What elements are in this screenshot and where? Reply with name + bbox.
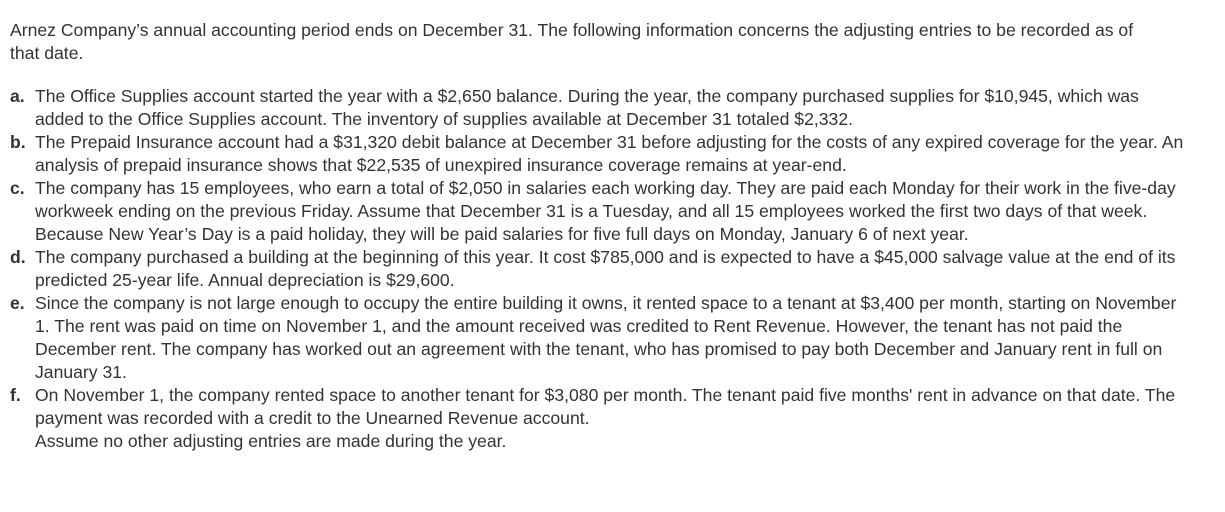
item-marker: d. [10,247,26,267]
intro-paragraph: Arnez Company’s annual accounting period ends on December 31. The following information concerns the adjusting entries to be recorded as of that date. [10,20,1134,63]
adjusting-entries-list [10,85,1215,430]
item-text: The company purchased a building at the beginning of this year. It cost $785,000 and is expected to have a $45,000 salvage value at the end of its predicted 25-year life. Annual depreciation is $29,600. [35,247,1176,290]
item-marker: b. [10,132,26,152]
list-item-b [10,131,1215,177]
item-text: The Prepaid Insurance account had a $31,320 debit balance at December 31 before adjusting for the costs of any expired coverage for the year. An analysis of prepaid insurance shows that $22,535 of unexpired insurance coverage remains at year-end. [35,132,1184,175]
item-text: On November 1, the company rented space to another tenant for $3,080 per month. The tenant paid five months' rent in advance on that date. The payment was recorded with a credit to the Unearned Revenue account. [35,385,1176,428]
item-marker: e. [10,293,25,313]
item-marker: f. [10,385,21,405]
item-marker: a. [10,86,25,106]
closing-note: Assume no other adjusting entries are made during the year. [35,431,507,451]
item-text: The Office Supplies account started the year with a $2,650 balance. During the year, the company purchased supplies for $10,945, which was added to the Office Supplies account. The inventory of supplies available at December 31 totaled $2,332. [35,86,1139,129]
item-text: The company has 15 employees, who earn a total of $2,050 in salaries each working day. They are paid each Monday for their work in the five-day workweek ending on the previous Friday. Assume that December 31 is a Tuesday, and all 15 employees worked the first two days of that week. Because New Year’s Day is a paid holiday, they will be paid salaries for five full days on Monday, January 6 of next year. [35,178,1176,244]
list-item-d [10,246,1215,292]
list-item-e [10,292,1215,384]
list-item-c [10,177,1215,246]
item-text: Since the company is not large enough to occupy the entire building it owns, it rented space to a tenant at $3,400 per month, starting on November 1. The rent was paid on time on November 1, and the amount received was credited to Rent Revenue. However, the tenant has not paid the December rent. The company has worked out an agreement with the tenant, who has promised to pay both December and January rent in full on January 31. [35,293,1177,382]
list-item-f [10,384,1215,430]
list-item-a [10,85,1215,131]
item-marker: c. [10,178,25,198]
